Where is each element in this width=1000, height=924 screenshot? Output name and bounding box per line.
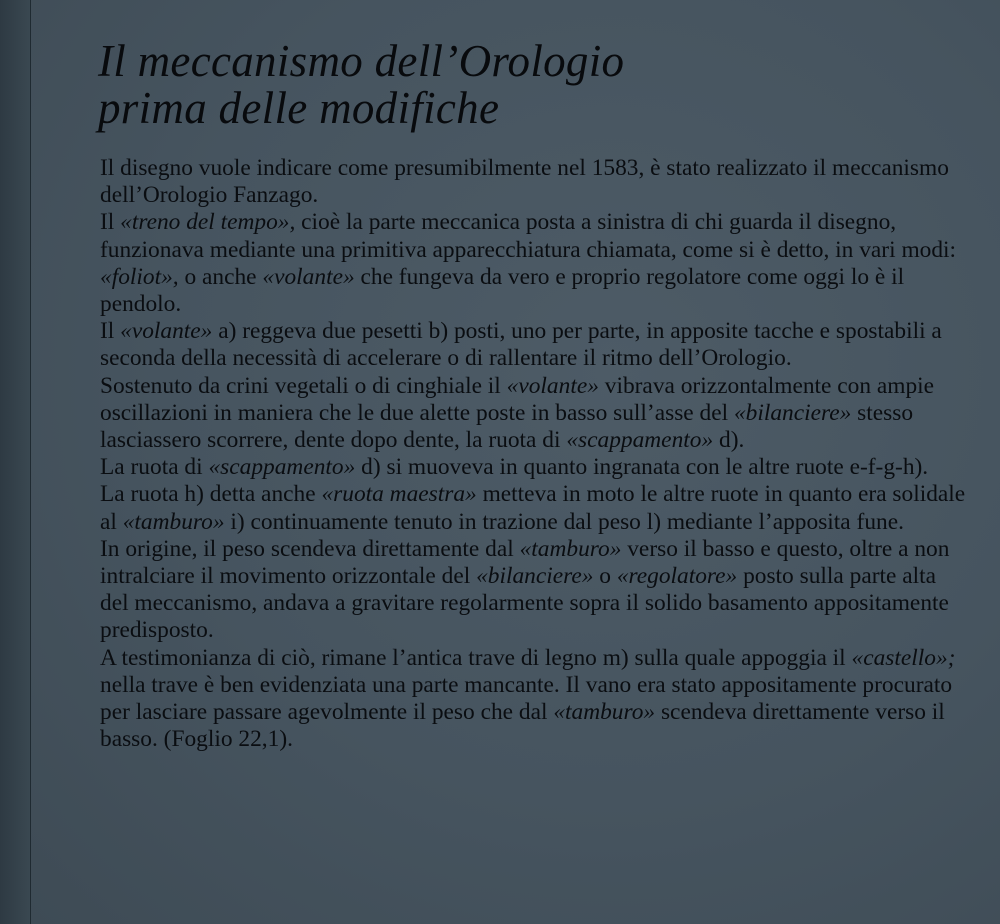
facing-page-edge [0,0,30,924]
italic-term: «foliot», [100,263,179,290]
paragraph [100,481,970,535]
title-line-1: Il meccanismo dell’Orologio [98,36,625,86]
text-run: che fungeva da vero e proprio regolatore come oggi lo è il pendolo. [100,263,905,318]
text-run: Sostenuto da crini vegetali o di cinghiale il [100,372,507,399]
text-run: stesso lasciassero scorrere, dente dopo dente, la ruota di [100,399,914,454]
paragraph [100,645,970,754]
paragraph [100,209,970,318]
italic-term: «tamburo» [519,535,622,562]
text-run: Il [100,209,121,236]
text-run: metteva in moto le altre ruote in quanto era solidale al [100,481,966,535]
paragraph [100,318,970,372]
text-run: d) si muoveva in quanto ingranata con le altre ruote e-f-g-h). [355,454,929,481]
text-run: Il disegno vuole indicare come presumibilmente nel 1583, è stato realizzato il meccanismo dell’Orologio Fanzago. [100,155,949,209]
page-title [98,38,624,132]
italic-term: «ruota maestra» [321,481,477,508]
italic-term: «regolatore» [616,563,738,590]
text-run: d). [713,427,745,454]
italic-term: «treno del tempo», [120,209,296,236]
text-run: o [593,563,617,590]
italic-term: «scappamento» [208,454,356,481]
text-run: o anche [178,263,263,290]
text-run: La ruota di [100,454,209,481]
text-run: nella trave è ben evidenziata una parte mancante. Il vano era stato appositamente procurato per lasciare passare agevolmente il peso che dal [100,671,953,726]
text-run: cioè la parte meccanica posta a sinistra di chi guarda il disegno, funzionava mediante una primitiva apparecchiatura chiamata, come si è detto, in vari modi: [100,209,957,263]
italic-term: «scappamento» [566,427,714,454]
text-run: i) continuamente tenuto in trazione dal peso l) mediante l’apposita fune. [224,508,904,535]
paragraph [100,454,970,481]
italic-term: «bilanciere» [476,563,594,590]
title-line-2: prima delle modifiche [98,83,500,133]
text-run: In origine, il peso scendeva direttamente dal [100,535,520,562]
text-run: posto sulla parte alta del meccanismo, andava a gravitare regolarmente sopra il solido basamento appositamente predisposto. [100,563,949,644]
paragraph [100,373,970,455]
italic-term: «bilanciere» [733,399,852,426]
italic-term: «tamburo» [553,699,656,726]
text-run: A testimonianza di ciò, rimane l’antica trave di legno m) sulla quale appoggia il [100,644,852,671]
italic-term: «volante» [506,372,599,399]
text-run: Il [100,318,121,345]
italic-term: «tamburo» [122,508,225,535]
italic-term: «castello»; [851,644,956,671]
text-run: verso il basso e questo, oltre a non intralciare il movimento orizzontale del [100,535,950,590]
italic-term: «volante» [120,318,213,345]
body-text [100,155,970,753]
italic-term: «volante» [262,263,355,290]
paragraph [100,536,970,645]
text-run: La ruota h) detta anche [100,481,322,508]
text-run: vibrava orizzontalmente con ampie oscillazioni in maniera che le due alette poste in basso sull’asse del [100,372,935,426]
paragraph [100,155,970,209]
text-run: scendeva direttamente verso il basso. (Foglio 22,1). [100,699,945,753]
text-run: a) reggeva due pesetti b) posti, uno per parte, in apposite tacche e spostabili a seconda della necessità di accelerare o di rallentare il ritmo dell’Orologio. [100,318,942,372]
